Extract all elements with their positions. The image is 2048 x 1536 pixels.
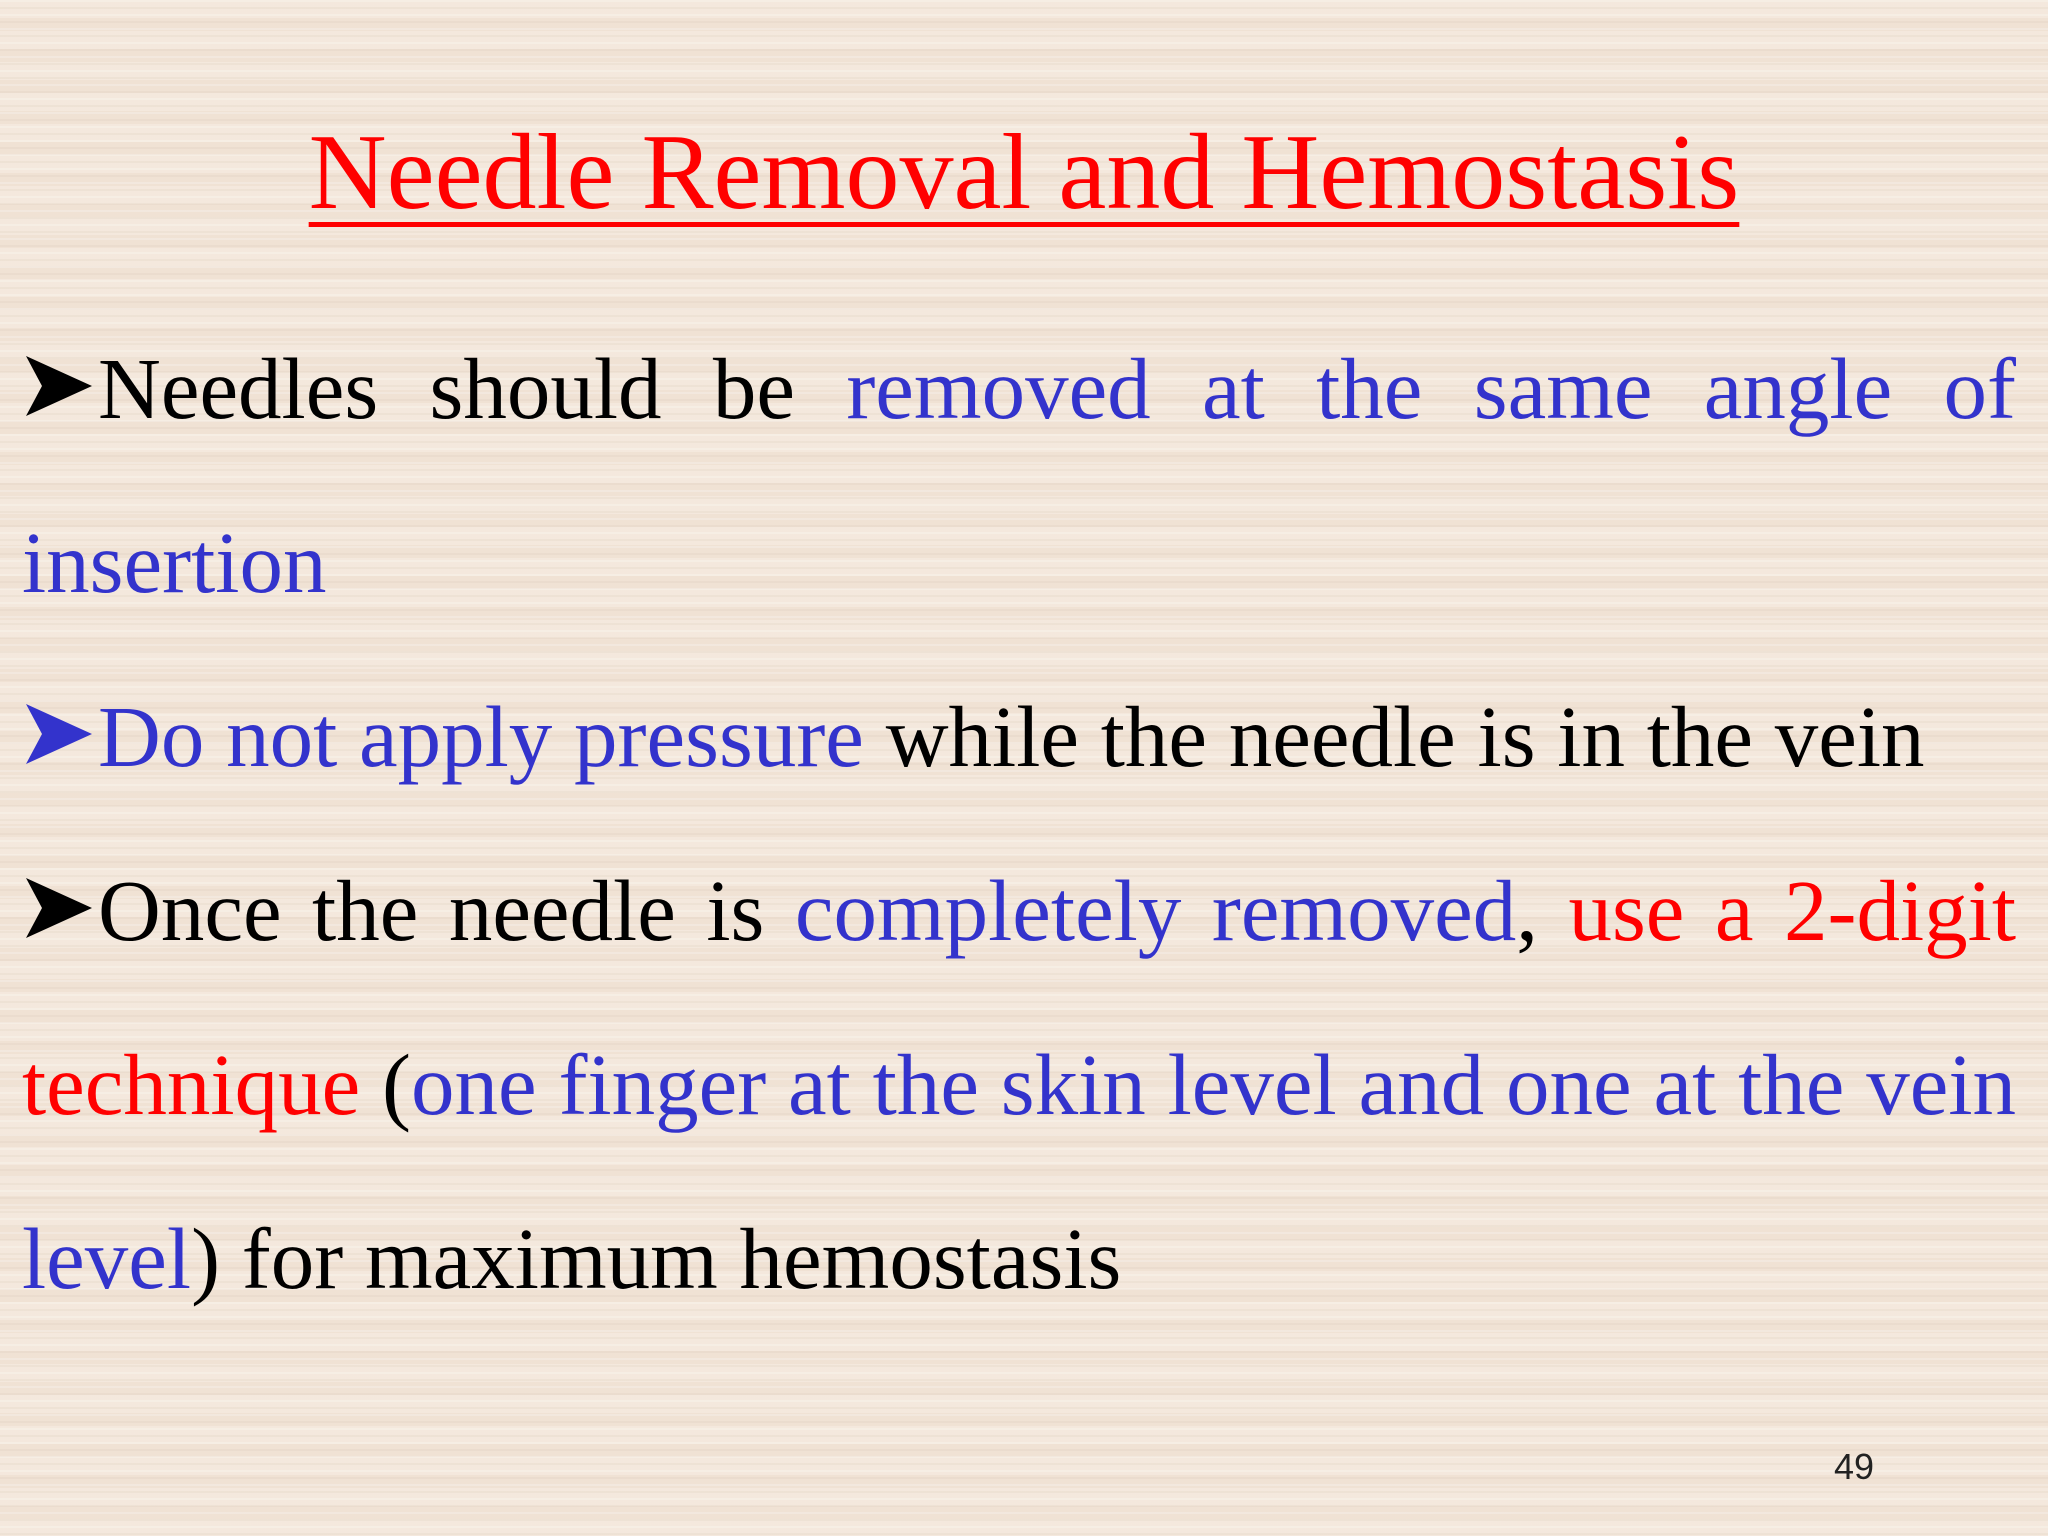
bullet-item (22, 824, 2016, 1346)
bullet-text-segment: Once the needle is (98, 862, 795, 959)
bullet-text-segment: while the needle is in the vein (863, 688, 1925, 785)
slide-title-text: Needle Removal and Hemostasis (308, 113, 1740, 232)
bullet-text-segment: one finger at the skin level and one at the vein level (22, 1036, 2016, 1307)
bullet-text-segment: , (1516, 862, 1569, 959)
bullet-item (22, 302, 2016, 650)
slide-title (0, 108, 2048, 238)
arrowhead-icon (22, 698, 98, 770)
bullet-list (22, 302, 2016, 1346)
bullet-item (22, 650, 2016, 824)
bullet-text-segment: Needles should be (98, 340, 847, 437)
bullet-text-segment: completely removed (794, 862, 1517, 959)
bullet-text-segment: ( (360, 1036, 411, 1133)
arrowhead-icon (22, 350, 98, 422)
slide-number: 49 (1833, 1446, 1874, 1487)
bullet-text-segment: use a 2-digit technique (22, 862, 2016, 1133)
bullet-text-segment: Do not apply pressure (98, 688, 864, 785)
bullet-text-segment: ) for maximum hemostasis (191, 1210, 1122, 1307)
arrowhead-icon (22, 872, 98, 944)
bullet-text-segment: removed at the same angle of insertion (22, 340, 2016, 611)
